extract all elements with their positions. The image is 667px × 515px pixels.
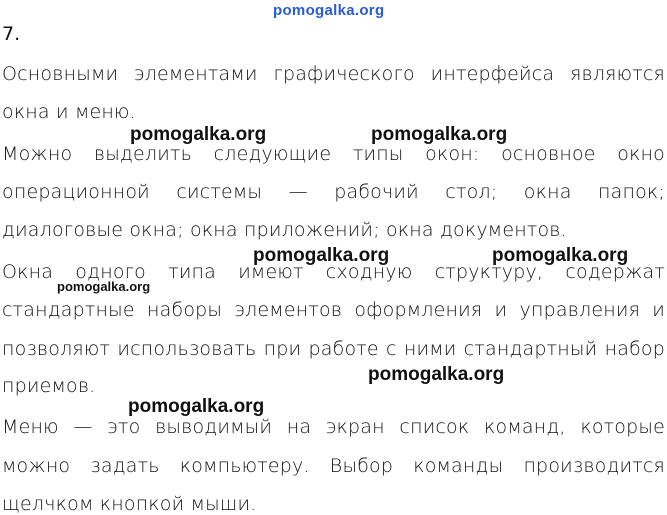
exercise-number: 7.: [2, 23, 21, 45]
watermark-7: pomogalka.org: [128, 396, 265, 417]
watermark-2: pomogalka.org: [371, 124, 508, 145]
watermark-4: pomogalka.org: [492, 245, 629, 266]
text-line-10: Меню — это выводимый на экран список команд, которые: [2, 416, 665, 438]
text-line-3: Можно выделить следующие типы окон: основное окно: [2, 143, 665, 165]
text-line-1: Основными элементами графического интерфейса являются: [2, 63, 665, 85]
text-line-5: диалоговые окна; окна приложений; окна документов.: [2, 219, 567, 241]
text-line-12: щелчком кнопкой мыши.: [2, 493, 257, 515]
text-line-9: приемов.: [2, 375, 96, 397]
watermark-5: pomogalka.org: [57, 279, 151, 294]
watermark-top: pomogalka.org: [273, 2, 385, 19]
text-line-2: окна и меню.: [2, 101, 136, 123]
watermark-1: pomogalka.org: [130, 124, 267, 145]
text-line-7: стандартные наборы элементов оформления и управления и: [2, 299, 665, 321]
watermark-3: pomogalka.org: [253, 245, 390, 266]
text-line-8: позволяют использовать при работе с ними стандартный набор: [2, 338, 665, 360]
text-line-6: Окна одного типа имеют сходную структуру, содержат: [2, 261, 665, 283]
text-line-11: можно задать компьютеру. Выбор команды производится: [2, 455, 665, 477]
text-line-4: операционной системы — рабочий стол; окна папок;: [2, 181, 665, 203]
watermark-6: pomogalka.org: [368, 364, 505, 385]
